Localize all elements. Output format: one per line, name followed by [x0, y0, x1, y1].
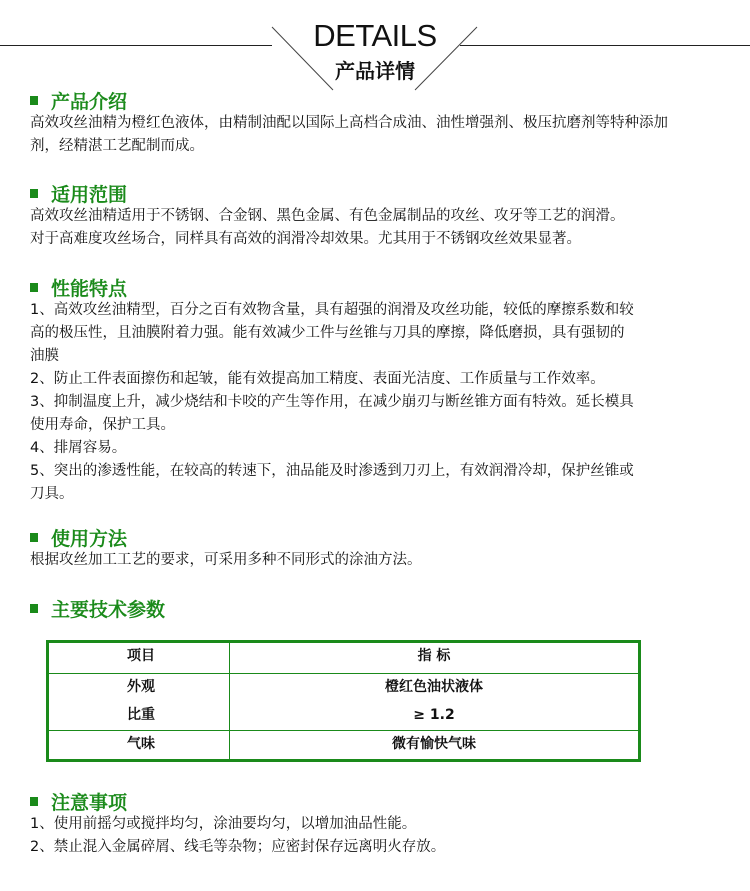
- text-line: 高效攻丝油精为橙红色液体，由精制油配以国际上高档合成油、油性增强剂、极压抗磨剂等特种添加: [30, 115, 668, 131]
- text-line: 刀具。: [30, 486, 74, 502]
- section-title: 性能特点: [51, 277, 128, 300]
- text-line: 4、排屑容易。: [30, 440, 127, 456]
- text-line: 5、突出的渗透性能，在较高的转速下，油品能及时渗透到刀刃上，有效润滑冷却，保护丝锥或: [30, 463, 634, 479]
- header-title-en: DETAILS: [313, 18, 437, 53]
- square-bullet-icon: [30, 189, 38, 198]
- table-cell: ≥ 1.2: [413, 707, 455, 723]
- text-line: 高的极压性，且油膜附着力强。能有效减少工件与丝锥与刀具的摩擦，降低磨损，具有强韧的: [30, 325, 625, 341]
- section-notes: [30, 789, 720, 859]
- table-cell: 比重: [127, 707, 155, 723]
- text-line: 高效攻丝油精适用于不锈钢、合金钢、黑色金属、有色金属制品的攻丝、攻牙等工艺的润滑。: [30, 208, 625, 224]
- text-line: 根据攻丝加工工艺的要求，可采用多种不同形式的涂油方法。: [30, 552, 422, 568]
- spec-table: [46, 640, 641, 762]
- text-line: 2、防止工件表面擦伤和起皱，能有效提高加工精度、表面光洁度、工作质量与工作效率。: [30, 371, 605, 387]
- table-cell: 橙红色油状液体: [385, 679, 483, 695]
- section-features: [30, 275, 720, 506]
- section-title: 产品介绍: [51, 90, 128, 113]
- section-title: 主要技术参数: [51, 598, 166, 621]
- table-cell: 气味: [127, 736, 155, 752]
- table-cell: 外观: [127, 679, 155, 695]
- table-header-row: [48, 642, 640, 674]
- text-line: 3、抑制温度上升，减少烧结和卡咬的产生等作用，在减少崩刃与断丝锥方面有特效。延长模具: [30, 394, 634, 410]
- table-header: 项目: [127, 648, 155, 664]
- header-title-cn: 产品详情: [335, 59, 415, 83]
- square-bullet-icon: [30, 604, 38, 613]
- text-line: 1、高效攻丝油精型，百分之百有效物含量，具有超强的润滑及攻丝功能，较低的摩擦系数和较: [30, 302, 634, 318]
- text-line: 剂，经精湛工艺配制而成。: [30, 138, 204, 154]
- section-intro: [30, 88, 720, 158]
- text-line: 对于高难度攻丝场合，同样具有高效的润滑冷却效果。尤其用于不锈钢攻丝效果显著。: [30, 231, 581, 247]
- text-line: 使用寿命，保护工具。: [30, 417, 175, 433]
- text-line: 2、禁止混入金属碎屑、线毛等杂物；应密封保存远离明火存放。: [30, 839, 446, 855]
- square-bullet-icon: [30, 533, 38, 542]
- section-title: 注意事项: [51, 791, 128, 814]
- table-header: 指 标: [417, 648, 451, 664]
- table-row: [48, 674, 640, 731]
- section-specs: [30, 596, 720, 620]
- section-title: 使用方法: [51, 527, 128, 550]
- section-title: 适用范围: [51, 183, 128, 206]
- square-bullet-icon: [30, 96, 38, 105]
- text-line: 1、使用前摇匀或搅拌均匀，涂油要均匀，以增加油品性能。: [30, 816, 417, 832]
- square-bullet-icon: [30, 283, 38, 292]
- table-row: [48, 731, 640, 761]
- square-bullet-icon: [30, 797, 38, 806]
- table-cell: 微有愉快气味: [392, 736, 476, 752]
- section-usage: [30, 525, 720, 572]
- text-line: 油膜: [30, 348, 59, 364]
- section-scope: [30, 181, 720, 251]
